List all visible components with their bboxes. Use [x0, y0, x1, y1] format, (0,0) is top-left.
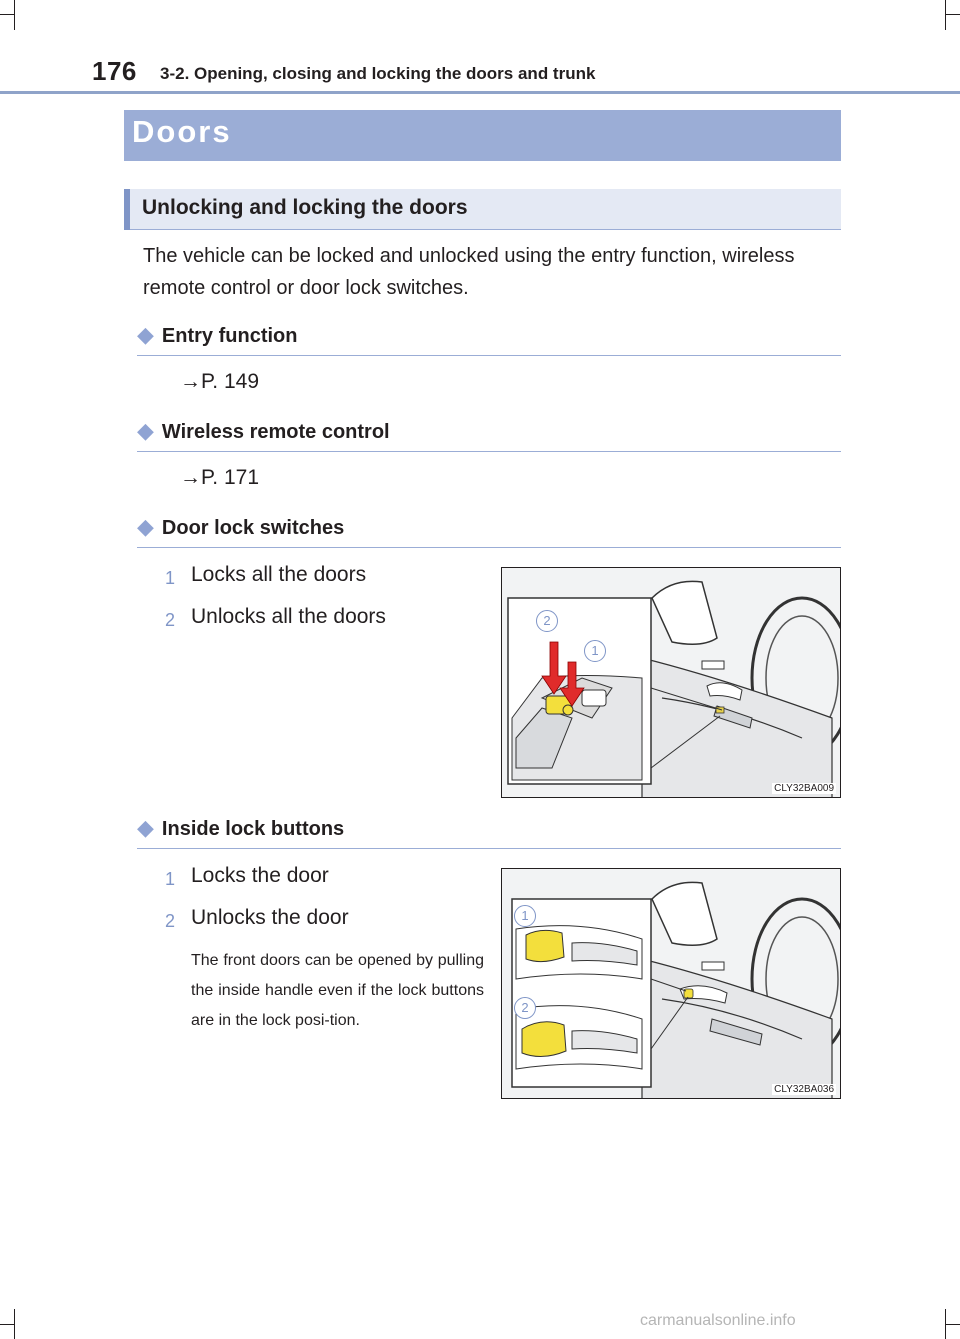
crop-mark-bottom-left-h [0, 1324, 14, 1325]
diamond-icon: ◆ [137, 322, 154, 347]
section-heading-label: Inside lock buttons [161, 818, 345, 840]
section-heading-label: Wireless remote control [161, 421, 390, 443]
diamond-icon: ◆ [137, 815, 154, 840]
crop-mark-top-right-v [945, 0, 946, 30]
callout-1-icon: 1 [514, 905, 536, 927]
subsection-accent [124, 189, 130, 230]
section-rule [137, 848, 841, 849]
callout-2-icon: 2 [536, 610, 558, 632]
section-rule [137, 355, 841, 356]
section-heading-label: Entry function [161, 325, 298, 347]
note-text: The front doors can be opened by pulling the inside handle even if the lock buttons are in the lock posi-tion. [191, 952, 484, 1029]
item-number: 1 [164, 869, 175, 889]
figure-code: CLY32BA036 [774, 1084, 834, 1095]
section-rule [137, 547, 841, 548]
subsection-heading: Unlocking and locking the doors [142, 196, 468, 219]
item-text: Locks all the doors [191, 563, 367, 586]
item-number: 2 [164, 911, 175, 931]
item-text: Locks the door [191, 864, 329, 887]
crop-mark-top-left-h [0, 14, 14, 15]
section-heading-entry [137, 322, 297, 348]
item-text: Unlocks the door [191, 906, 349, 929]
intro-paragraph: The vehicle can be locked and unlocked using the entry function, wireless remote control or door lock switches. [143, 245, 795, 299]
callout-1-icon: 1 [584, 640, 606, 662]
diamond-icon: ◆ [137, 418, 154, 443]
watermark: carmanualsonline.info [640, 1312, 796, 1329]
item-text: Unlocks all the doors [191, 605, 386, 628]
crop-mark-top-right-h [946, 14, 960, 15]
section-rule [137, 451, 841, 452]
page-number: 176 [92, 56, 137, 86]
inside-lock-button-illustration [501, 868, 841, 1099]
section-heading-door-lock-switches [137, 514, 344, 540]
item-number: 2 [164, 610, 175, 630]
section-path: 3-2. Opening, closing and locking the doors and trunk [160, 64, 596, 83]
door-handle-drawing [502, 869, 841, 1099]
door-lock-switch-illustration [501, 567, 841, 798]
header-rule [0, 91, 960, 94]
section-heading-label: Door lock switches [161, 517, 345, 539]
page-title: Doors [132, 114, 232, 149]
page-reference-link[interactable]: →P. 171 [180, 466, 260, 489]
door-interior-drawing [502, 568, 841, 798]
section-heading-wireless [137, 418, 390, 444]
page-reference-link[interactable]: →P. 149 [180, 370, 260, 393]
callout-2-icon: 2 [514, 997, 536, 1019]
crop-mark-bottom-right-h [946, 1324, 960, 1325]
item-number: 1 [164, 568, 175, 588]
figure-code: CLY32BA009 [774, 783, 834, 794]
crop-mark-bottom-left-v [14, 1309, 15, 1339]
crop-mark-top-left-v [14, 0, 15, 30]
diamond-icon: ◆ [137, 514, 154, 539]
section-heading-inside-lock-buttons [137, 815, 344, 841]
